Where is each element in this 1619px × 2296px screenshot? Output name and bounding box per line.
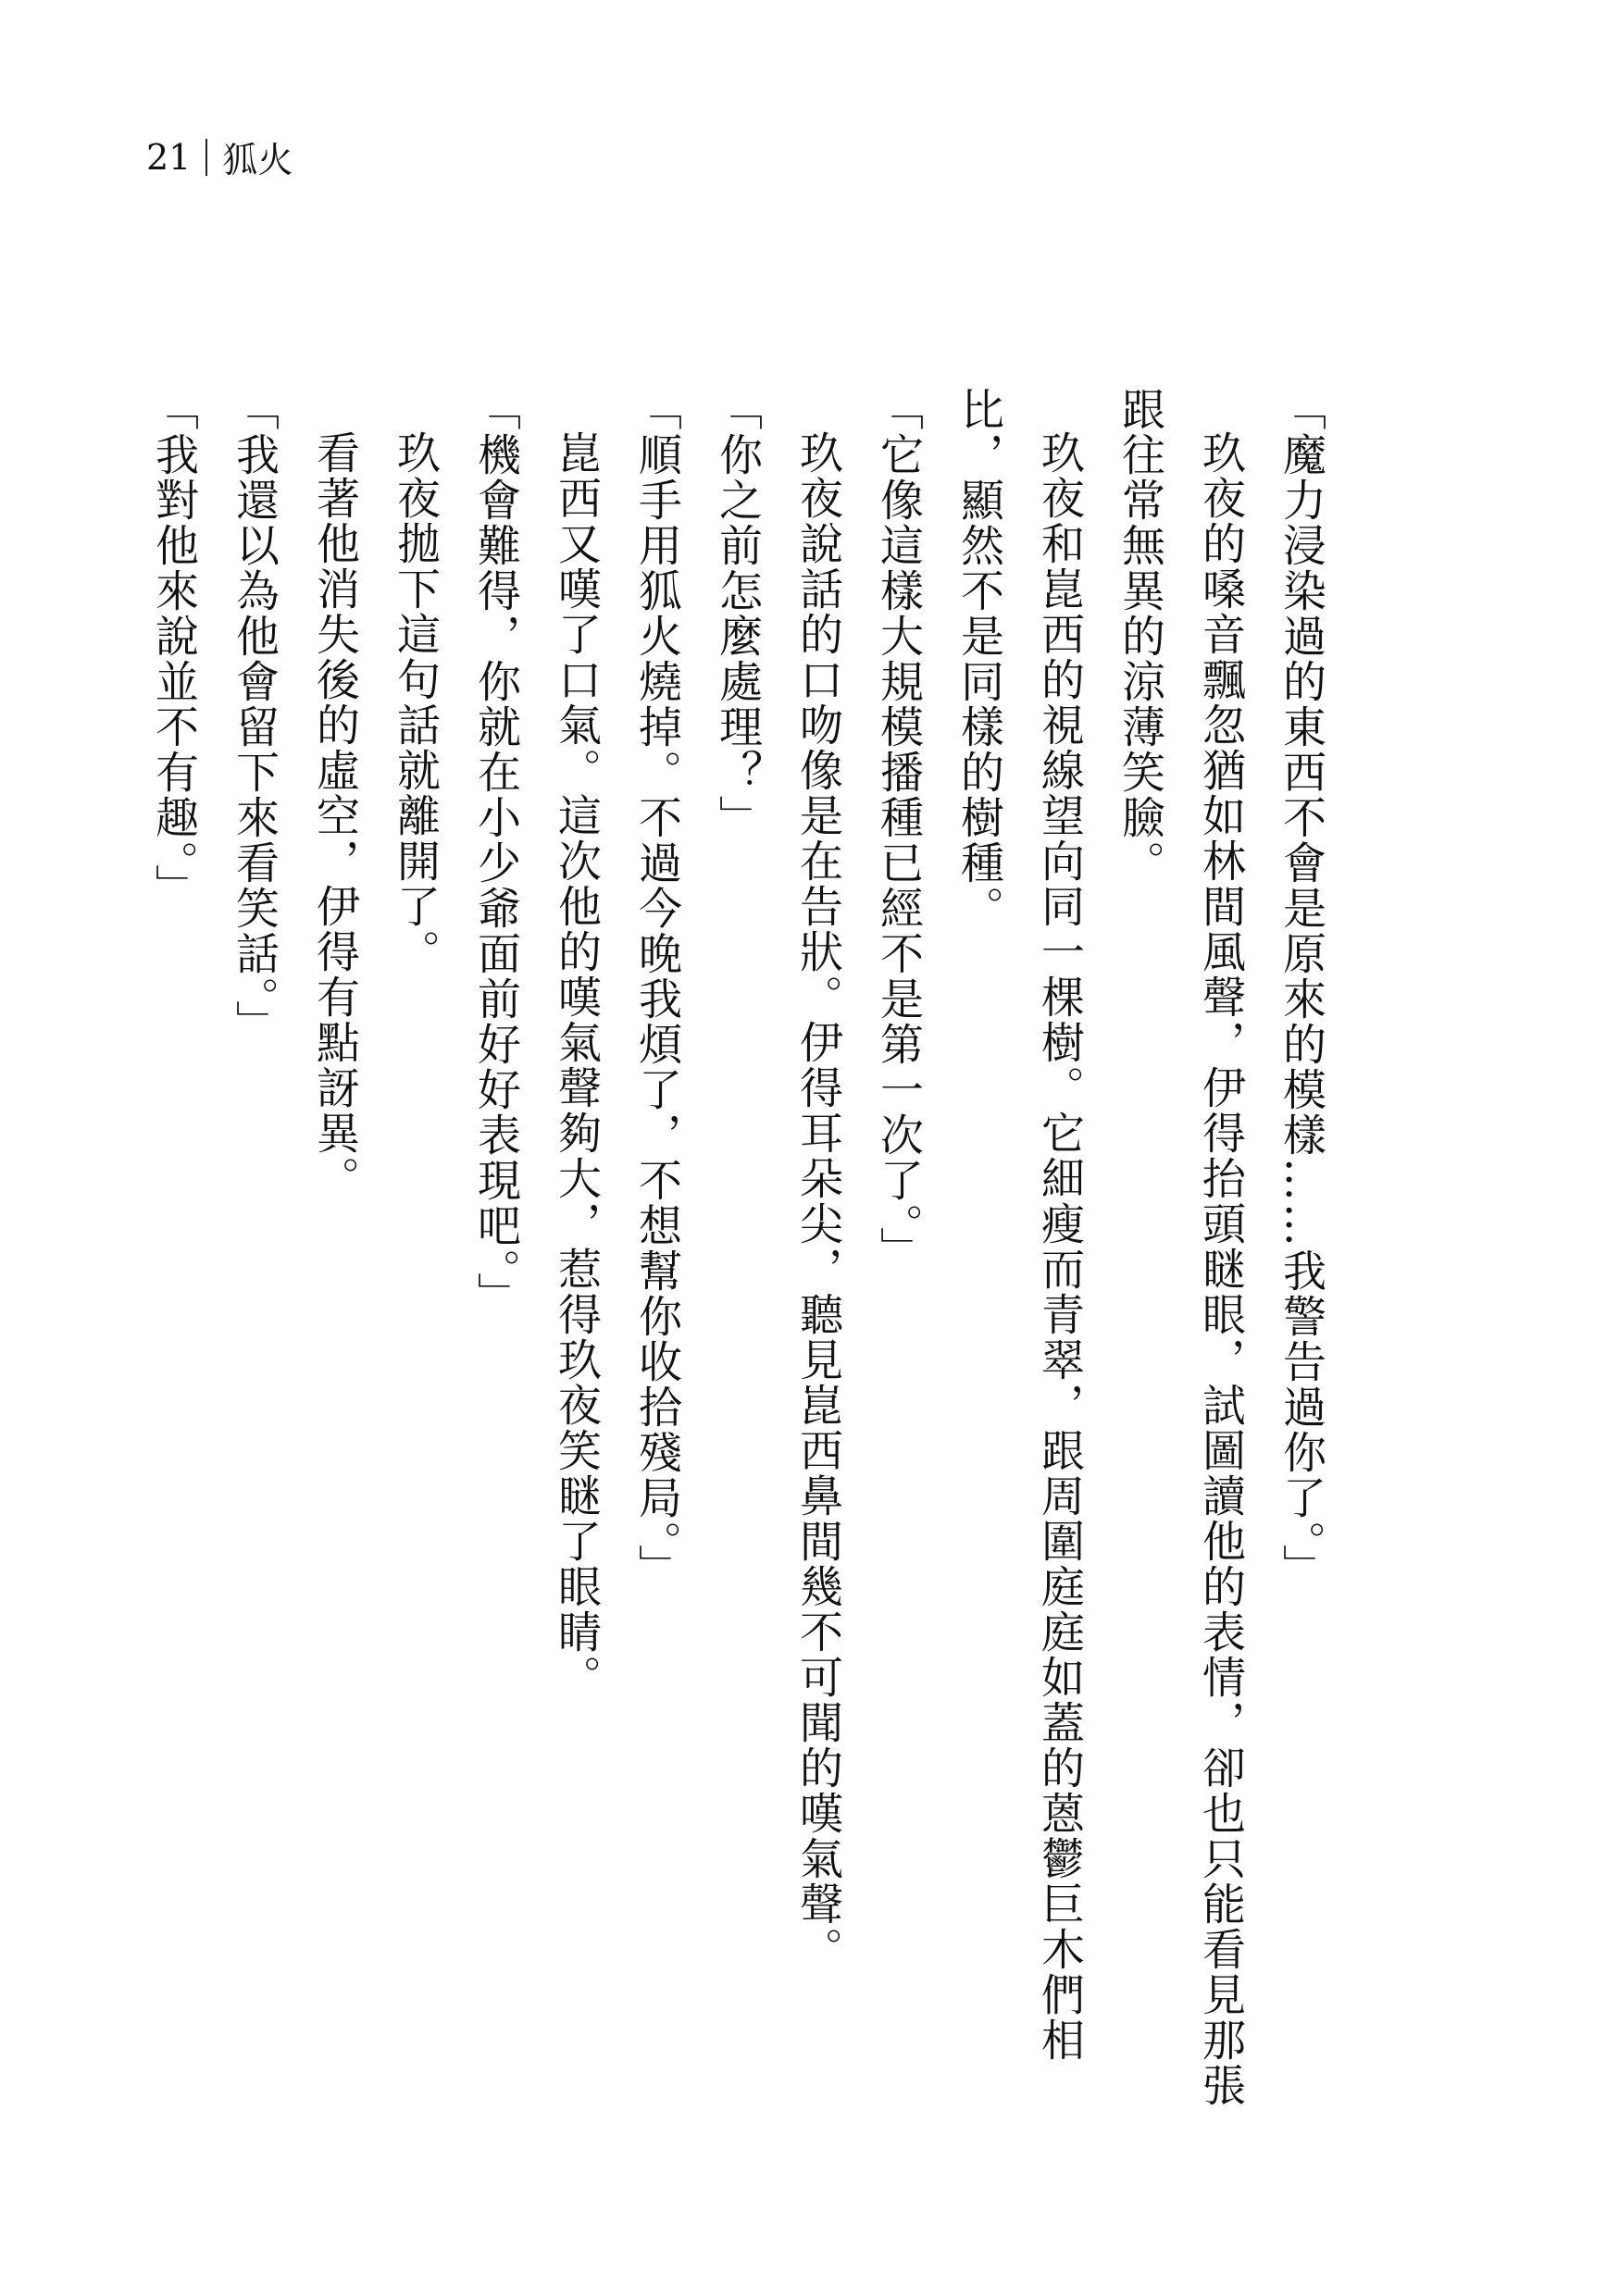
paragraph: 玖夜說話的口吻像是在告狀。伊得耳朵尖，聽見崑西鼻間幾不可聞的嘆氣聲。 xyxy=(792,430,843,1972)
paragraph: 玖夜拋下這句話就離開了。 xyxy=(390,430,441,974)
paragraph: 「魔力浸染過的東西不會是原來的模樣……我警告過你了。」 xyxy=(1276,387,1326,1590)
paragraph: 「我還以為他會留下來看笑話。」 xyxy=(229,387,280,1046)
paragraph: 玖夜的嗓音飄忽猶如林間風聲，伊得抬頭瞇眼，試圖讀他的表情，卻也只能看見那張跟往常無異的涼薄笑臉。 xyxy=(1115,387,1246,2108)
body-text xyxy=(133,387,1341,2145)
running-header xyxy=(146,131,293,182)
book-title: 狐火 xyxy=(222,140,293,180)
paragraph: 「你之前怎麼處理？」 xyxy=(712,387,763,840)
paragraph: 「機會難得，你就在小少爺面前好好表現吧。」 xyxy=(470,387,521,1318)
paragraph: 崑西又嘆了口氣。這次他的嘆氣聲夠大，惹得玖夜笑瞇了眼睛。 xyxy=(551,430,602,1700)
paragraph: 玖夜和崑西的視線望向同一棵樹。它細瘦而青翠，跟周圍庭庭如蓋的蒽鬱巨木們相比，顯然不是同樣的樹種。 xyxy=(953,387,1085,2063)
paragraph: 「它像這樣大規模播種已經不是第一次了。」 xyxy=(873,387,924,1272)
header-divider xyxy=(205,139,207,176)
page-number: 21 xyxy=(146,136,192,178)
paragraph: 「我對他來說並不有趣。」 xyxy=(148,387,199,910)
paragraph: 「順手用狐火燒掉。不過今晚我煩了，不想幫你收拾殘局。」 xyxy=(631,387,682,1590)
paragraph: 看著他消失後的虛空，伊得有點訝異。 xyxy=(309,430,360,1201)
